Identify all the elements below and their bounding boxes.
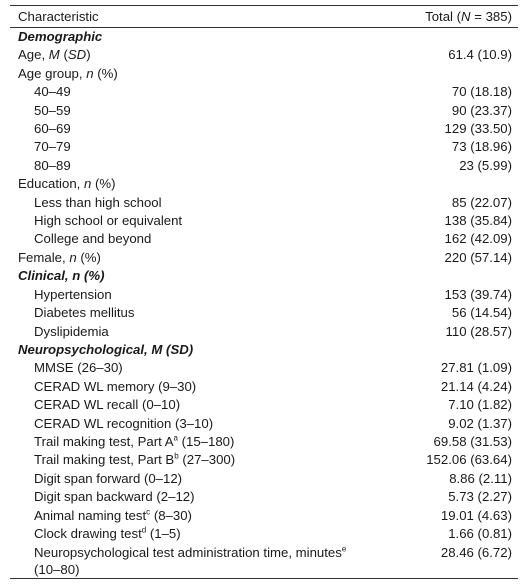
row-value: 90 (23.37) (451, 102, 512, 118)
footnote-marker: a (173, 433, 178, 443)
table-row (10, 543, 518, 578)
row-label-text: Hypertension (34, 286, 112, 302)
row-value: 61.4 (10.9) (448, 47, 512, 63)
table-row (10, 286, 518, 304)
row-value: 8.86 (2.11) (449, 470, 512, 486)
row-label (18, 194, 162, 212)
row-label-text: High school or equivalent (34, 213, 183, 229)
row-value: 153 (39.74) (444, 286, 512, 302)
row-label (18, 267, 104, 285)
row-label-text: Clock drawing test (34, 525, 142, 541)
row-label-text: Animal naming test (34, 507, 147, 523)
row-label (18, 138, 71, 156)
header-total (425, 9, 512, 24)
row-label (18, 378, 196, 396)
table-row (10, 323, 518, 341)
row-label (18, 323, 109, 341)
row-label (18, 102, 71, 120)
table-row (10, 249, 518, 267)
row-label (18, 304, 134, 322)
row-label (18, 120, 71, 138)
row-label-text: Age, M (SD) (18, 47, 91, 63)
row-label-text: 40–49 (34, 84, 71, 100)
row-value: 162 (42.09) (444, 231, 512, 247)
row-label-text: Education, n (%) (18, 176, 116, 192)
row-value: 23 (5.99) (459, 157, 512, 173)
table-row (10, 451, 518, 469)
footnote-marker: d (141, 525, 147, 535)
row-label (18, 157, 71, 175)
table-row (10, 396, 518, 414)
row-label (18, 470, 182, 488)
row-label (18, 359, 123, 377)
table-header (10, 5, 518, 28)
table-row (10, 433, 518, 451)
row-value: 7.10 (1.82) (448, 397, 512, 413)
row-label-text: Female, n (%) (18, 249, 101, 265)
table-row (10, 83, 518, 101)
row-value: 220 (57.14) (444, 249, 512, 265)
row-label-text: Digit span forward (0–12) (34, 470, 183, 486)
table-row (10, 525, 518, 543)
row-label-range: (10–80) (34, 562, 80, 578)
row-value: 73 (18.96) (451, 139, 512, 155)
row-label-text: Trail making test, Part A (34, 433, 174, 449)
row-label (18, 230, 151, 248)
row-label (18, 83, 71, 101)
row-label-text: 70–79 (34, 139, 71, 155)
row-value: 85 (22.07) (451, 194, 512, 210)
header-total-suffix: = 385) (470, 9, 512, 24)
row-label-text: Digit span backward (2–12) (34, 489, 195, 505)
row-value: 9.02 (1.37) (448, 415, 512, 431)
row-label (18, 507, 192, 525)
table-row (10, 46, 518, 64)
row-label-text: 80–89 (34, 157, 71, 173)
table-row (10, 470, 518, 488)
row-label-text: Diabetes mellitus (34, 305, 135, 321)
row-value: 56 (14.54) (451, 305, 512, 321)
row-label-text: Clinical, n (%) (18, 268, 105, 284)
row-label-range: (8–30) (150, 507, 192, 523)
footnote-marker: e (341, 544, 347, 554)
row-value: 1.66 (0.81) (448, 525, 512, 541)
row-value: 110 (28.57) (445, 323, 512, 339)
row-label-text: Neuropsychological, M (SD) (18, 341, 194, 357)
row-label-text: 50–59 (34, 102, 71, 118)
row-value: 19.01 (4.63) (440, 507, 512, 523)
table-row (10, 230, 518, 248)
row-value: 28.46 (6.72) (440, 545, 512, 561)
footnote-marker: c (146, 507, 151, 517)
row-label-range: (27–300) (178, 452, 236, 468)
row-label-text: MMSE (26–30) (34, 360, 123, 376)
row-label-text: Age group, n (%) (18, 65, 118, 81)
row-label-text: Trail making test, Part B (34, 452, 175, 468)
row-label (18, 433, 234, 451)
row-label (18, 396, 180, 414)
row-label-text: CERAD WL recall (0–10) (34, 397, 181, 413)
table-row (10, 138, 518, 156)
row-label (18, 46, 91, 64)
row-value: 70 (18.18) (451, 84, 512, 100)
table-row (10, 267, 518, 285)
table-row (10, 28, 518, 46)
table-row (10, 175, 518, 193)
table-row (10, 120, 518, 138)
row-label-range: (1–5) (146, 525, 181, 541)
row-label-text: CERAD WL memory (9–30) (34, 378, 197, 394)
row-label-text: College and beyond (34, 231, 152, 247)
table-row (10, 194, 518, 212)
row-label (18, 175, 116, 193)
row-value: 152.06 (63.64) (426, 452, 512, 468)
row-label-text: CERAD WL recognition (3–10) (34, 415, 214, 431)
header-total-n: N (461, 9, 471, 24)
row-label (18, 212, 182, 230)
row-label (18, 488, 195, 506)
table-row (10, 378, 518, 396)
row-label (18, 28, 102, 46)
row-value: 69.58 (31.53) (433, 433, 512, 449)
row-label (18, 286, 112, 304)
table-row (10, 341, 518, 359)
row-value: 27.81 (1.09) (440, 360, 512, 376)
row-label-text: Dyslipidemia (34, 323, 109, 339)
header-total-prefix: Total ( (425, 9, 462, 24)
table-row (10, 212, 518, 230)
row-label (18, 249, 101, 267)
table-body (10, 28, 518, 579)
table-row (10, 65, 518, 83)
row-label (18, 341, 193, 359)
row-label (18, 544, 364, 578)
row-label (18, 65, 118, 83)
table-row (10, 304, 518, 322)
footnote-marker: b (174, 451, 179, 461)
row-label-text: Less than high school (34, 194, 162, 210)
table-row (10, 507, 518, 525)
table-row (10, 415, 518, 433)
table-row (10, 488, 518, 506)
table-row (10, 359, 518, 377)
header-characteristic: Characteristic (18, 9, 99, 24)
row-label (18, 415, 213, 433)
row-label (18, 451, 235, 469)
row-value: 138 (35.84) (444, 213, 512, 229)
row-label-range: (15–180) (177, 433, 235, 449)
row-label-text: Neuropsychological test administration time, minutes (34, 545, 342, 561)
row-value: 129 (33.50) (444, 121, 512, 137)
row-label-text: 60–69 (34, 121, 71, 137)
row-value: 5.73 (2.27) (448, 489, 512, 505)
row-label-text: Demographic (18, 29, 103, 44)
table-row (10, 102, 518, 120)
row-value: 21.14 (4.24) (440, 378, 512, 394)
table-row (10, 157, 518, 175)
row-label (18, 525, 181, 543)
characteristics-table (10, 5, 518, 579)
